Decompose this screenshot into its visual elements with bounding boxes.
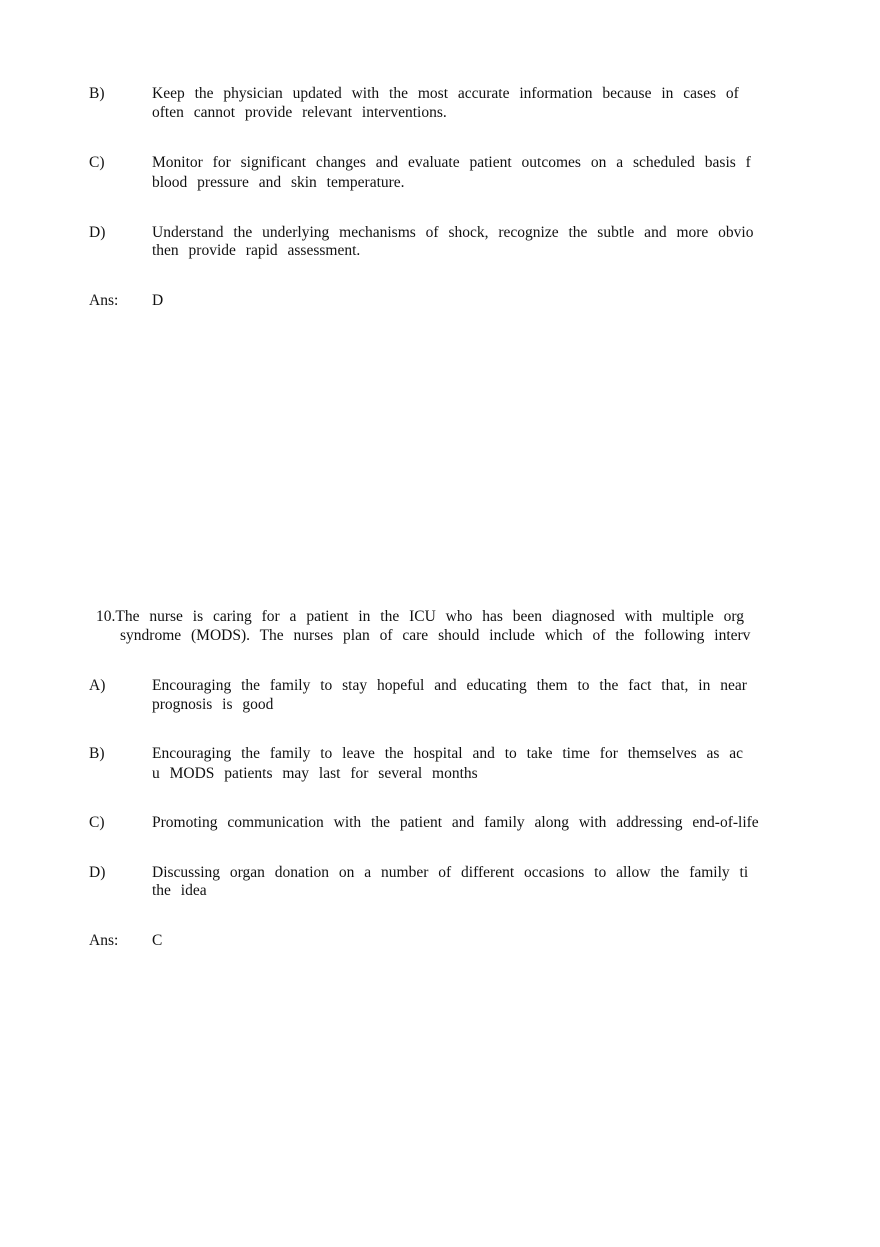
option-text-line: Understand the underlying mechanisms of shock, recognize the subtle and more obvio (152, 224, 754, 241)
option-label: D) (89, 864, 106, 881)
option-label: A) (89, 677, 106, 694)
option-text-line: then provide rapid assessment. (152, 242, 361, 259)
option-text-line: blood pressure and skin temperature. (152, 174, 405, 191)
option-text-line: the idea (152, 882, 207, 899)
option-label: C) (89, 154, 105, 171)
answer-label: Ans: (89, 292, 119, 309)
option-text-line: Encouraging the family to stay hopeful and educating them to the fact that, in near (152, 677, 747, 694)
answer-value: D (152, 292, 164, 309)
question-stem-line: syndrome (MODS). The nurses plan of care should include which of the following interv (120, 627, 751, 644)
answer-value: C (152, 932, 163, 949)
option-label: D) (89, 224, 106, 241)
option-text-line: u MODS patients may last for several months (152, 765, 478, 782)
option-text-line: prognosis is good (152, 696, 274, 713)
option-label: B) (89, 745, 105, 762)
option-text-line: Encouraging the family to leave the hospital and to take time for themselves as ac (152, 745, 744, 762)
option-label: C) (89, 814, 105, 831)
option-text-line: often cannot provide relevant interventions. (152, 104, 447, 121)
option-text-line: Keep the physician updated with the most accurate information because in cases of (152, 85, 739, 102)
option-text-line: Discussing organ donation on a number of different occasions to allow the family ti (152, 864, 749, 881)
option-text-line: Monitor for significant changes and evaluate patient outcomes on a scheduled basis f (152, 154, 751, 171)
option-label: B) (89, 85, 105, 102)
answer-label: Ans: (89, 932, 119, 949)
option-text-line: Promoting communication with the patient and family along with addressing end-of-life (152, 814, 759, 831)
question-stem-line: 10.The nurse is caring for a patient in the ICU who has been diagnosed with multiple org (96, 608, 744, 625)
